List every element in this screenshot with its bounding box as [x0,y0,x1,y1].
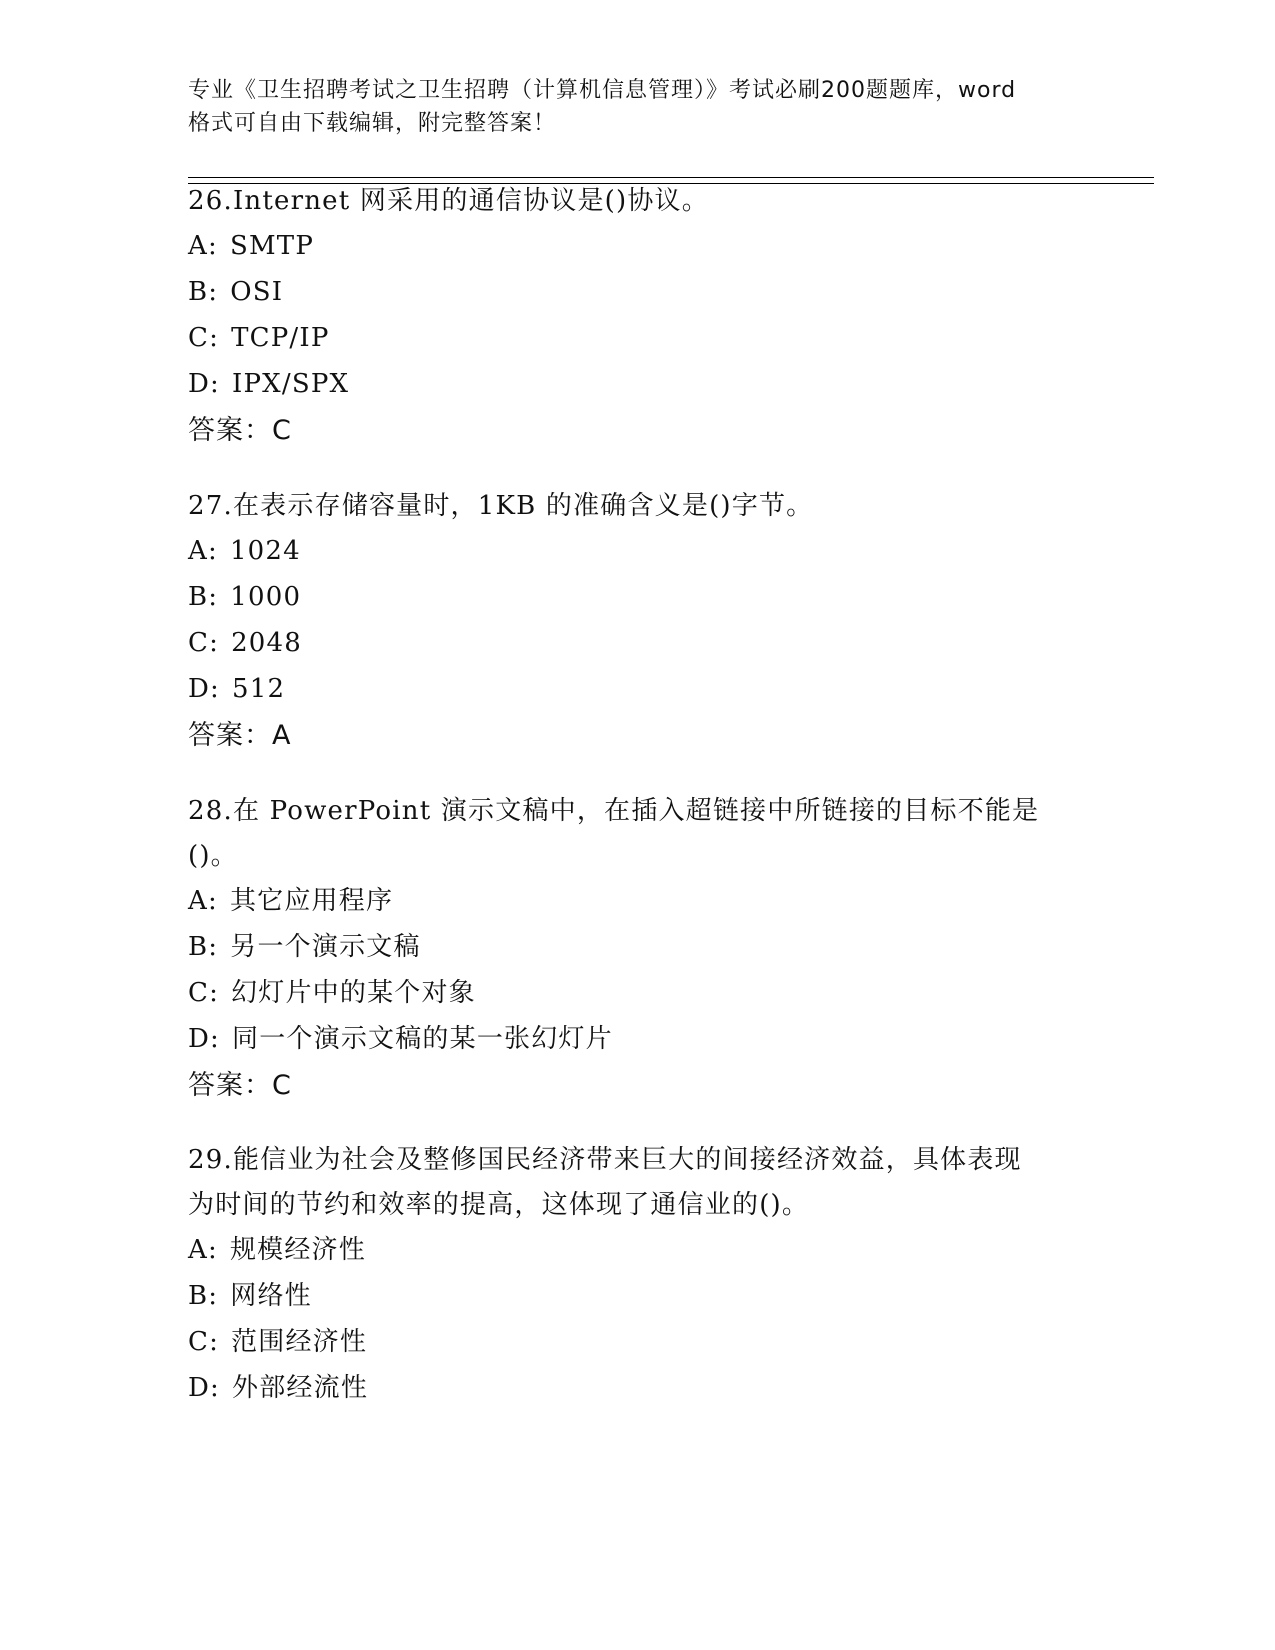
option-label: B: [188,932,219,962]
option-label: D: [188,1024,221,1054]
option-text: 外部经流性 [232,1373,369,1403]
option-label: A: [188,886,218,916]
document-header [188,74,1088,140]
question-stem-line-2: ()。 [188,841,238,871]
option-label: B: [188,277,219,307]
option-text: 范围经济性 [231,1327,368,1357]
header-line-2: 格式可自由下载编辑，附完整答案！ [188,111,557,136]
option-label: A: [188,536,218,566]
option-text: SMTP [229,231,315,261]
option-text: 网络性 [230,1281,312,1311]
option-label: A: [188,1235,218,1265]
question-29 [188,1138,1088,1412]
option-text: 1000 [230,582,302,612]
option-b [188,925,1088,971]
option-label: D: [188,1373,221,1403]
option-label: C: [188,978,220,1008]
option-text: 其它应用程序 [229,886,394,916]
option-d [188,1017,1088,1063]
option-text: 2048 [231,628,303,658]
header-line-1: 专业《卫生招聘考试之卫生招聘（计算机信息管理）》考试必刷200题题库，word [188,78,1017,103]
option-label: C: [188,628,220,658]
answer-text: 答案：A [188,720,292,751]
option-label: A: [188,231,218,261]
option-b [188,1274,1088,1320]
question-stem-line-1: 29.能信业为社会及整修国民经济带来巨大的间接经济效益，具体表现 [188,1145,1022,1175]
option-d [188,1366,1088,1412]
question-27 [188,484,1088,758]
header-divider-top [188,177,1154,178]
option-c [188,1320,1088,1366]
option-b [188,575,1088,621]
answer-text: 答案：C [188,1070,292,1101]
option-a [188,1228,1088,1274]
option-d [188,362,1088,408]
option-b [188,270,1088,316]
option-label: D: [188,674,221,704]
option-c [188,621,1088,667]
option-a [188,879,1088,925]
option-label: C: [188,323,220,353]
option-text: 同一个演示文稿的某一张幻灯片 [232,1024,613,1054]
option-c [188,316,1088,362]
option-text: OSI [230,277,284,307]
option-text: 另一个演示文稿 [230,932,421,962]
option-text: 1024 [229,536,301,566]
option-text: 规模经济性 [229,1235,366,1265]
question-28 [188,789,1088,1108]
option-label: D: [188,369,221,399]
question-stem: 27.在表示存储容量时，1KB 的准确含义是()字节。 [188,491,814,521]
question-stem-line-1: 28.在 PowerPoint 演示文稿中，在插入超链接中所链接的目标不能是 [188,796,1040,826]
question-26 [188,179,1088,453]
option-a [188,224,1088,270]
answer-text: 答案：C [188,415,292,446]
option-label: B: [188,1281,219,1311]
option-label: B: [188,582,219,612]
option-text: 幻灯片中的某个对象 [231,978,476,1008]
option-a [188,529,1088,575]
question-stem: 26.Internet 网采用的通信协议是()协议。 [188,186,709,216]
question-stem-line-2: 为时间的节约和效率的提高，这体现了通信业的()。 [188,1190,810,1220]
option-text: IPX/SPX [232,369,350,399]
option-text: TCP/IP [231,323,330,353]
option-c [188,971,1088,1017]
option-d [188,667,1088,713]
option-text: 512 [232,674,286,704]
option-label: C: [188,1327,220,1357]
